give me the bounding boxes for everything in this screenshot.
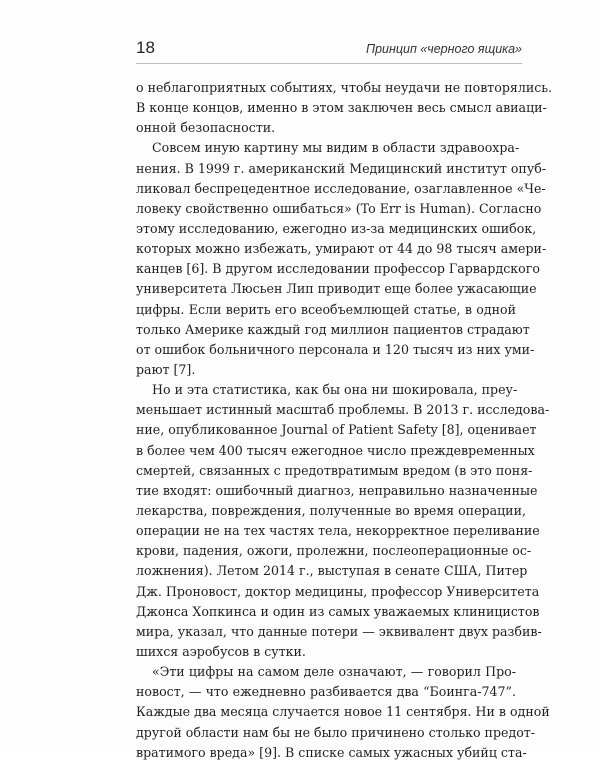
text-line: Дж. Проновост, доктор медицины, профессор Университета: [136, 583, 540, 599]
text-line: новост, — что ежедневно разбивается два “Боинга-747”.: [136, 684, 516, 700]
text-line: цифры. Если верить его всеобъемлющей статье, в одной: [136, 301, 516, 317]
text-line: лекарства, повреждения, полученные во время операции,: [136, 502, 526, 518]
text-line: которых можно избежать, умирают от 44 до 98 тысяч амери-: [136, 241, 547, 257]
page-number: 18: [136, 38, 155, 57]
text-line: шихся аэробусов в сутки.: [136, 643, 306, 659]
text-line: канцев [6]. В другом исследовании профессор Гарвардского: [136, 261, 540, 277]
text-line: рают [7].: [136, 361, 196, 377]
text-line: В конце концов, именно в этом заключен весь смысл авиаци-: [136, 100, 547, 116]
text-line: Но и эта статистика, как бы она ни шокировала, преу-: [152, 382, 518, 398]
text-line: только Америке каждый год миллион пациентов страдают: [136, 321, 530, 337]
text-line: тие входят: ошибочный диагноз, неправильно назначенные: [136, 482, 538, 498]
text-line: «Эти цифры на самом деле означают, — говорил Про-: [152, 664, 516, 680]
text-line: Каждые два месяца случается новое 11 сентября. Ни в одной: [136, 704, 550, 720]
text-line: этому исследованию, ежегодно из-за медицинских ошибок,: [136, 220, 537, 236]
text-line: ловеку свойственно ошибаться» (To Err is Human). Согласно: [136, 200, 542, 216]
text-line: операции не на тех частях тела, некорректное переливание: [136, 523, 540, 539]
text-line: меньшает истинный масштаб проблемы. В 2013 г. исследова-: [136, 402, 550, 418]
text-line: онной безопасности.: [136, 120, 276, 136]
text-line: Совсем иную картину мы видим в области здравоохра-: [152, 140, 520, 156]
text-line: ликовал беспрецедентное исследование, озаглавленное «Че-: [136, 180, 546, 196]
text-line: другой области нам бы не было причинено столько предот-: [136, 724, 536, 740]
text-line: нения. В 1999 г. американский Медицинский институт опуб-: [136, 160, 547, 176]
running-title: Принцип «черного ящика»: [366, 42, 522, 56]
text-line: от ошибок больничного персонала и 120 тысяч из них уми-: [136, 341, 535, 357]
text-line: крови, падения, ожоги, пролежни, послеоперационные ос-: [136, 543, 532, 559]
text-line: Джонса Хопкинса и один из самых уважаемых клиницистов: [136, 603, 540, 619]
text-line: в более чем 400 тысяч ежегодное число преждевременных: [136, 442, 535, 458]
header-rule: [136, 63, 522, 64]
page-header: [136, 38, 522, 62]
text-line: вратимого вреда» [9]. В списке самых ужасных убийц ста-: [136, 744, 527, 760]
text-line: смертей, связанных с предотвратимым вредом (в это поня-: [136, 462, 533, 478]
text-line: о неблагоприятных событиях, чтобы неудачи не повторялись.: [136, 80, 553, 95]
text-line: мира, указал, что данные потери — эквивалент двух разбив-: [136, 623, 542, 639]
text-line: университета Люсьен Лип приводит еще более ужасающие: [136, 281, 537, 297]
text-line: ние, опубликованное Journal of Patient Safety [8], оценивает: [136, 422, 537, 438]
text-line: ложнения). Летом 2014 г., выступая в сенате США, Питер: [136, 563, 528, 579]
body-text: [136, 78, 553, 763]
